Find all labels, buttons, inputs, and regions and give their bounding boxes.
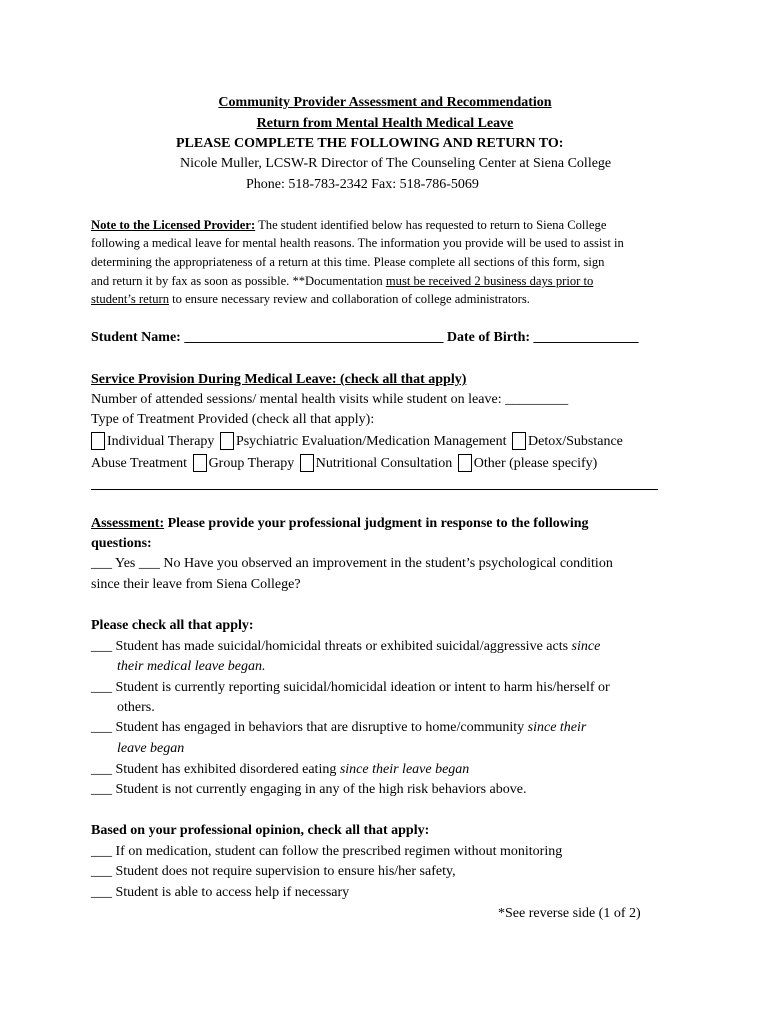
assessment-prompt: Please provide your professional judgment in response to the following (164, 516, 589, 531)
other-specify-line[interactable] (91, 489, 658, 490)
disruptive-item[interactable] (91, 721, 586, 735)
individual-therapy-checkbox[interactable] (91, 432, 105, 450)
check-heading-1: Please check all that apply: (91, 618, 254, 633)
detox-label: Detox/Substance (528, 434, 623, 449)
recipient-line: Nicole Muller, LCSW-R Director of The Counseling Center at Siena College (180, 156, 612, 171)
form-subtitle: Return from Mental Health Medical Leave (256, 116, 514, 131)
group-therapy-label: Group Therapy (208, 456, 298, 471)
note-line-2: following a medical leave for mental health reasons. The information you provide will be used to assist in (91, 236, 624, 250)
eating-text: ___ Student has exhibited disordered eating (91, 762, 340, 777)
detox-checkbox[interactable] (512, 432, 526, 450)
dob-label: Date of Birth: (443, 330, 534, 345)
assessment-label: Assessment: (91, 516, 165, 531)
note-deadline: must be received 2 business days prior to (385, 274, 594, 288)
other-label: Other (please specify) (473, 456, 598, 471)
sessions-line[interactable]: Number of attended sessions/ mental health visits while student on leave: _________ (91, 392, 569, 407)
page-note: *See reverse side (1 of 2) (498, 906, 641, 921)
note-label: Note to the Licensed Provider: (91, 218, 256, 232)
abuse-treatment-label: Abuse Treatment (91, 456, 191, 471)
threats-text: ___ Student has made suicidal/homicidal threats or exhibited suicidal/aggressive acts (91, 639, 572, 654)
note-line-4 (91, 275, 593, 288)
threats-item[interactable] (91, 640, 600, 654)
note-line-1 (91, 219, 606, 232)
threats-item-cont: their medical leave began. (117, 659, 266, 674)
treatment-options-row-2 (91, 454, 597, 472)
disruptive-text-italic: since their (527, 720, 587, 735)
improvement-question-2: since their leave from Siena College? (91, 577, 301, 592)
note-return: student’s return (91, 292, 169, 306)
service-heading: Service Provision During Medical Leave: (check all that apply) (91, 372, 467, 387)
note-line-5 (91, 293, 530, 306)
student-name-field[interactable]: _____________________________________ (184, 330, 444, 345)
individual-therapy-label: Individual Therapy (107, 434, 218, 449)
other-checkbox[interactable] (458, 454, 472, 472)
assessment-prompt-2: questions: (91, 536, 152, 551)
group-therapy-checkbox[interactable] (193, 454, 207, 472)
dob-field[interactable]: _______________ (533, 330, 639, 345)
medication-item[interactable]: ___ If on medication, student can follow the prescribed regimen without monitoring (91, 844, 563, 859)
check-heading-2: Based on your professional opinion, check all that apply: (91, 823, 430, 838)
treatment-options-row-1 (89, 432, 623, 450)
improvement-question[interactable]: ___ Yes ___ No Have you observed an improvement in the student’s psychological condition (91, 556, 613, 571)
nutritional-label: Nutritional Consultation (315, 456, 456, 471)
form-title: Community Provider Assessment and Recommendation (218, 95, 552, 110)
contact-line: Phone: 518-783-2342 Fax: 518-786-5069 (246, 177, 479, 192)
note-text-4: and return it by fax as soon as possible. **Documentation (91, 274, 386, 288)
note-text-1: The student identified below has requested to return to Siena College (255, 218, 607, 232)
access-help-item[interactable]: ___ Student is able to access help if necessary (91, 885, 350, 900)
threats-text-italic: since (571, 639, 601, 654)
return-instruction: PLEASE COMPLETE THE FOLLOWING AND RETURN TO: (176, 136, 564, 151)
psychiatric-checkbox[interactable] (220, 432, 234, 450)
no-high-risk-item[interactable]: ___ Student is not currently engaging in any of the high risk behaviors above. (91, 782, 527, 797)
note-text-5: to ensure necessary review and collaboration of college administrators. (169, 292, 530, 306)
assessment-prompt-line (91, 517, 589, 531)
disruptive-item-cont: leave began (117, 741, 185, 756)
eating-text-italic: since their leave began (339, 762, 470, 777)
student-name-label: Student Name: (91, 330, 185, 345)
psychiatric-label: Psychiatric Evaluation/Medication Management (235, 434, 511, 449)
ideation-item-cont: others. (117, 700, 155, 715)
student-info-line (91, 331, 639, 345)
note-line-3: determining the appropriateness of a return at this time. Please complete all sections of this form, sign (91, 255, 605, 269)
eating-item[interactable] (91, 763, 469, 777)
treatment-heading: Type of Treatment Provided (check all that apply): (91, 412, 375, 427)
nutritional-checkbox[interactable] (300, 454, 314, 472)
disruptive-text: ___ Student has engaged in behaviors that are disruptive to home/community (91, 720, 528, 735)
supervision-item[interactable]: ___ Student does not require supervision to ensure his/her safety, (91, 864, 456, 879)
ideation-item[interactable]: ___ Student is currently reporting suicidal/homicidal ideation or intent to harm his/herself or (91, 680, 610, 695)
